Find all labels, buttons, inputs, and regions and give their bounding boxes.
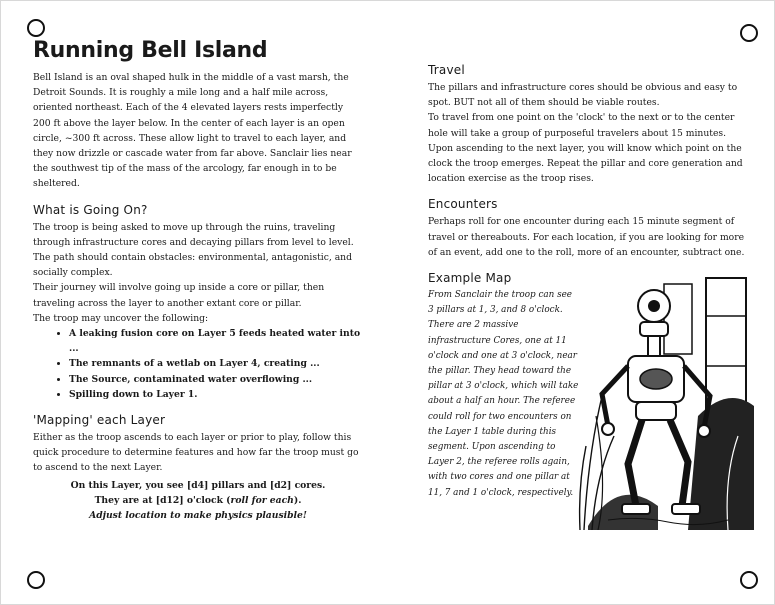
procedure-line-3 (33, 508, 363, 523)
section1-paragraph-1: The troop is being asked to move up through the ruins, traveling through infrastructure cores and decaying pillars from level to level. The path should contain obstacles: environmental, antagonistic, and socially complex. (33, 221, 354, 279)
travel-paragraph-1: The pillars and infrastructure cores should be obvious and easy to spot. BUT not all of them should be viable routes. (428, 82, 738, 109)
section-heading-what-is-going-on: What is Going On? (33, 202, 148, 217)
procedure-line-2-b: roll for each (230, 494, 294, 506)
binder-hole-top-left (27, 19, 45, 37)
left-column (33, 38, 363, 523)
binder-hole-top-right (740, 24, 758, 42)
intro-paragraph: Bell Island is an oval shaped hulk in the middle of a vast marsh, the Detroit Sounds. It is roughly a mile long and a half mile across, oriented northeast. Each of the 4 elevated layers rests imperfectly 200 ft above the layer below. In the center of each layer is an open circle, ~300 ft across. These allow light to travel to each layer, and they now drizzle or cascade water from far above. Sanclair lies near the southwest tip of the mass of the arcology, far enough in to be sheltered. (33, 72, 352, 190)
binder-hole-bottom-left (27, 571, 45, 589)
list-item: • A leaking fusion core on Layer 5 feeds heated water into ... (69, 326, 363, 356)
travel-paragraph-2: To travel from one point on the 'clock' to the next or to the center hole will take a group of purposeful travelers about 15 minutes. (428, 112, 735, 139)
encounters-paragraph: Perhaps roll for one encounter during each 15 minute segment of travel or thereabouts. For each location, if you are looking for more of an event, add one to the roll, more of an encounter, subtract one. (428, 216, 745, 258)
example-map-paragraph: From Sanclair the troop can see 3 pillars at 1, 3, and 8 o'clock. There are 2 massive infrastructure Cores, one at 11 o'clock and one at 3 o'clock, near the pillar. They head toward the pillar at 3 o'clock, which will take about a half an hour. The referee could roll for two encounters on the Layer 1 table during this segment. Upon ascending to Layer 2, the referee rolls again, with two cores and one pillar at 11, 7 and 1 o'clock, respectively. (428, 290, 579, 498)
travel-paragraph-3: Upon ascending to the next layer, you will know which point on the clock the troop emerges. Repeat the pillar and core generation and location exercise as the troop rises. (428, 142, 743, 185)
procedure-line-3-text: Adjust location to make physics plausible! (89, 510, 307, 522)
list-item: • The Source, contaminated water overflowing ... (69, 372, 363, 387)
procedure-line-2-a: They are at [d12] o'clock ( (94, 494, 231, 506)
robot-in-marsh-illustration (578, 276, 754, 530)
section-heading-example-map: Example Map (428, 271, 512, 286)
example-map-section (428, 270, 754, 501)
procedure-line-2 (33, 493, 363, 508)
procedure-line-1: On this Layer, you see [d4] pillars and [d2] cores. (70, 479, 326, 491)
section-heading-travel: Travel (428, 63, 465, 77)
page-title: Running Bell Island (33, 38, 268, 63)
section2-paragraph-1: Either as the troop ascends to each layer or prior to play, follow this quick procedure to determine features and how far the troop must go to ascend to the next Layer. (33, 432, 359, 474)
procedure-line-2-c: ). (293, 494, 302, 506)
uncover-list (33, 326, 363, 402)
section-heading-encounters: Encounters (428, 197, 498, 212)
right-column (428, 62, 754, 501)
section-heading-mapping: 'Mapping' each Layer (33, 413, 166, 428)
section1-paragraph-3: The troop may uncover the following: (33, 312, 209, 324)
binder-hole-bottom-right (740, 571, 758, 589)
section1-paragraph-2: Their journey will involve going up inside a core or pillar, then traveling across the layer to another extant core or pillar. (33, 282, 325, 309)
list-item: • The remnants of a wetlab on Layer 4, creating ... (69, 356, 363, 371)
list-item: • Spilling down to Layer 1. (69, 387, 363, 402)
